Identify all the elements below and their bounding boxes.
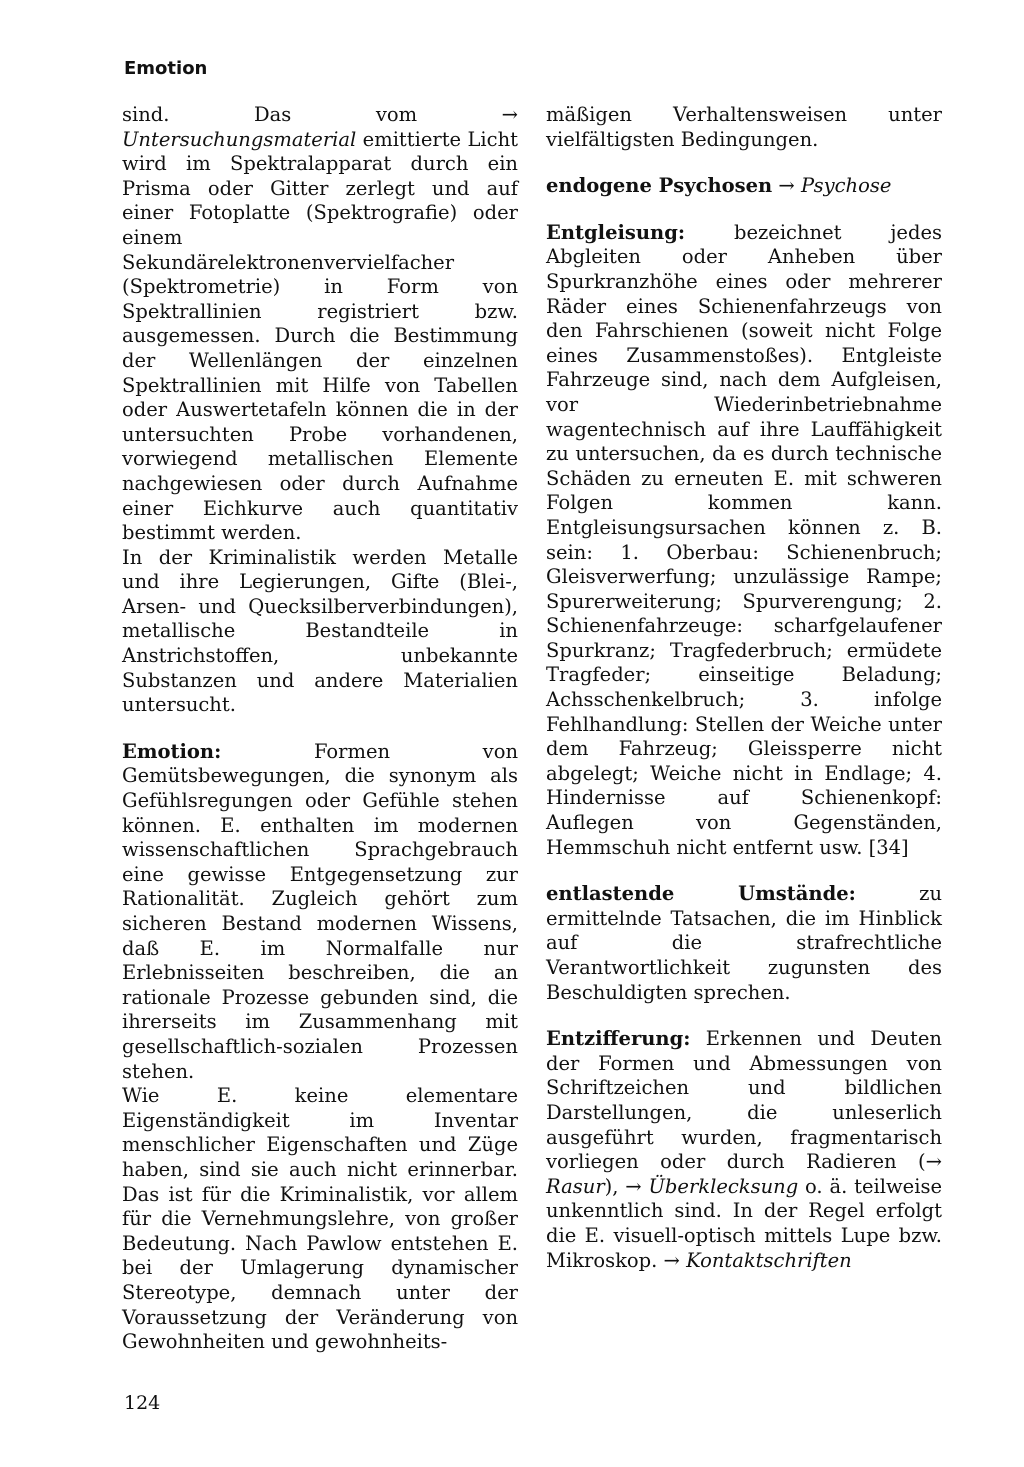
right-column <box>546 103 942 1273</box>
entry-term: Entzifferung: <box>546 1027 691 1051</box>
emotion-continuation: Wie E. keine elementare Eigenständigkeit im Inventar menschlicher Eigenschaften und Züge haben, sind sie auch nicht erinnerbar. Das ist für die Kriminalistik, vor allem für die Vernehmungslehre, von großer Bedeutung. Nach Pawlow entstehen E. bei der Umlagerung dynamischer Stereotype, demnach unter der Voraussetzung der Veränderung von Gewohnheiten und gewohnheits- <box>122 1084 518 1354</box>
cross-reference[interactable]: Rasur <box>546 1174 605 1198</box>
entry-term: Entgleisung: <box>546 220 686 244</box>
spectral-analysis-paragraph <box>122 103 518 546</box>
text-run: sind. Das vom → <box>122 103 518 126</box>
cross-reference[interactable]: Kontaktschriften <box>686 1248 852 1272</box>
entry-text: Formen von Gemütsbewegungen, die synonym als Gefühlsregungen oder Gefühle stehen können. E. enthalten im modernen wissenschaftlichen Sprachgebrauch eine gewisse Entgegensetzung zur Rationalität. Zugleich gehört zum sicheren Bestand modernen Wissens, daß E. im Normalfalle nur Erlebnisseiten beschreiben, die an rationale Prozesse gebunden sind, die ihrerseits im Zusammenhang mit gesellschaftlich-sozialen Prozessen stehen. <box>122 739 518 1083</box>
continuation-paragraph: mäßigen Verhaltensweisen unter vielfältigsten Bedingungen. <box>546 103 942 151</box>
entry-entlastende-umstaende <box>546 882 942 1005</box>
cross-reference[interactable]: Psychose <box>800 174 892 198</box>
page-number: 124 <box>124 1392 161 1414</box>
text-run: o. ä. teilweise unkenntlich sind. In der Regel erfolgt die E. visuell-optisch mittels Lupe bzw. Mikroskop. → <box>546 1174 942 1272</box>
cross-reference[interactable]: Untersuchungsmaterial <box>122 127 357 151</box>
criminalistics-paragraph: In der Kriminalistik werden Metalle und ihre Legierungen, Gifte (Blei-, Arsen- und Quecksilberverbindungen), metallische Bestandteile in Anstrichstoffen, unbekannte Substanzen und andere Materialien untersucht. <box>122 545 518 717</box>
entry-text: Erkennen und Deuten der Formen und Abmessungen von Schriftzeichen und bildlichen Darstellungen, die unleserlich ausgeführt wurden, fragmentarisch vorliegen oder durch Radieren (→ <box>546 1027 942 1174</box>
entry-entgleisung <box>546 221 942 860</box>
text-run: emittierte Licht wird im Spektralapparat durch ein Prisma oder Gitter zerlegt und auf einer Fotoplatte (Spektrografie) oder einem Sekundärelektronenvervielfacher (Spektrometrie) in Form von Spektrallinien registriert bzw. ausgemessen. Durch die Bestimmung der Wellenlängen der einzelnen Spektrallinien mit Hilfe von Tabellen oder Auswertetafeln können die in der untersuchten Probe vorhandenen, vorwiegend metallischen Elemente nachgewiesen oder durch Aufnahme einer Eichkurve auch quantitativ bestimmt werden. <box>122 127 518 545</box>
running-header: Emotion <box>124 58 208 79</box>
entry-entzifferung <box>546 1027 942 1273</box>
arrow: → <box>772 174 801 198</box>
entry-emotion <box>122 740 518 1084</box>
entry-term: Emotion: <box>122 739 222 763</box>
entry-text: zu ermittelnde Tatsachen, die im Hinblick auf die strafrechtliche Verantwortlichkeit zugunsten des Beschuldigten sprechen. <box>546 882 942 1004</box>
entry-endogene-psychosen <box>546 174 942 199</box>
entry-term: endogene Psychosen <box>546 174 773 198</box>
left-column <box>122 103 518 1355</box>
text-run: ), → <box>604 1174 649 1198</box>
entry-text: bezeichnet jedes Abgleiten oder Anheben über Spurkranzhöhe eines oder mehrerer Räder eines Schienenfahrzeugs von den Fahrschienen (soweit nicht Folge eines Zusammenstoßes). Entgleiste Fahrzeuge sind, nach dem Aufgleisen, vor Wiederinbetriebnahme wagentechnisch auf ihre Lauffähigkeit zu untersuchen, da es durch technische Schäden zu erneuten E. mit schweren Folgen kommen kann. Entgleisungsursachen können z. B. sein: 1. Oberbau: Schienenbruch; Gleisverwerfung; unzulässige Rampe; Spurerweiterung; Spurverengung; 2. Schienenfahrzeuge: scharfgelaufener Spurkranz; Tragfederbruch; ermüdete Tragfeder; einseitige Beladung; Achsschenkelbruch; 3. infolge Fehlhandlung: Stellen der Weiche unter dem Fahrzeug; Gleissperre nicht abgelegt; Weiche nicht in Endlage; 4. Hindernisse auf Schienenkopf: Auflegen von Gegenständen, Hemmschuh nicht entfernt usw. [34] <box>546 220 942 859</box>
entry-term: entlastende Umstände: <box>546 882 856 906</box>
cross-reference[interactable]: Überklecksung <box>648 1174 799 1198</box>
